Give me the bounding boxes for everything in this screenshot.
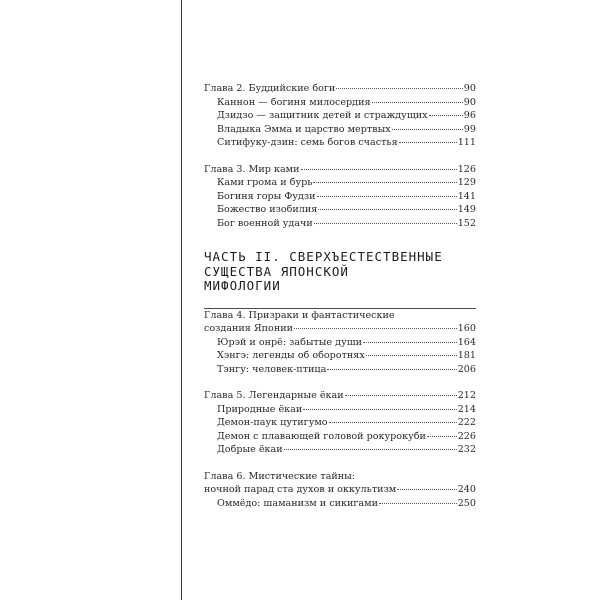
item-title: Дзидзо — защитник детей и страждущих bbox=[217, 110, 428, 121]
chapter-title-line: Глава 6. Мистические тайны: bbox=[204, 470, 356, 482]
toc-item[interactable] bbox=[204, 363, 476, 377]
dot-leader bbox=[327, 369, 456, 370]
page-number: 129 bbox=[457, 177, 476, 188]
spacer bbox=[204, 457, 476, 470]
page-number: 232 bbox=[457, 444, 476, 455]
toc-item[interactable] bbox=[204, 416, 476, 430]
dot-leader bbox=[345, 395, 457, 396]
chapter-title: Глава 5. Легендарные ёкаи bbox=[204, 390, 344, 401]
dot-leader bbox=[314, 223, 457, 224]
page-number: 96 bbox=[463, 110, 476, 121]
page-number: 250 bbox=[457, 497, 476, 509]
item-title: Хэнгэ: легенды об оборотнях bbox=[217, 350, 365, 361]
part-heading-line: МИФОЛОГИИ bbox=[204, 278, 281, 293]
item-title: Юрэй и онрё: забытые души bbox=[217, 336, 363, 348]
item-title: Каннон — богиня милосердия bbox=[217, 96, 371, 108]
toc-chapter-5[interactable] bbox=[204, 389, 476, 403]
page-number: 181 bbox=[457, 350, 476, 361]
dot-leader bbox=[397, 489, 456, 490]
toc-item[interactable] bbox=[204, 403, 476, 417]
page-number: 149 bbox=[457, 204, 476, 215]
chapter-title-line: ночной парад ста духов и оккультизм bbox=[204, 484, 397, 495]
item-title: Тэнгу: человек-птица bbox=[217, 363, 327, 375]
page-number: 164 bbox=[457, 336, 476, 348]
chapter-title-last-line bbox=[204, 322, 476, 336]
item-title: Владыка Эмма и царство мертвых bbox=[217, 123, 391, 135]
page-number: 126 bbox=[457, 163, 476, 175]
part-heading-line: СУЩЕСТВА ЯПОНСКОЙ bbox=[204, 263, 349, 279]
dot-leader bbox=[303, 409, 456, 410]
page-number: 212 bbox=[457, 390, 476, 401]
page-number: 206 bbox=[457, 363, 476, 375]
toc-item[interactable] bbox=[204, 109, 476, 123]
dot-leader bbox=[429, 115, 463, 116]
dot-leader bbox=[399, 142, 457, 143]
toc-chapter-3[interactable] bbox=[204, 163, 476, 177]
dot-leader bbox=[392, 129, 463, 130]
page-number: 226 bbox=[457, 430, 476, 442]
dot-leader bbox=[294, 328, 457, 329]
chapter-title-line: создания Японии bbox=[204, 323, 293, 334]
toc-item[interactable] bbox=[204, 203, 476, 217]
page-number: 90 bbox=[463, 96, 476, 108]
dot-leader bbox=[329, 422, 457, 423]
page-number: 240 bbox=[457, 484, 476, 495]
chapter-title: Глава 2. Буддийские боги bbox=[204, 83, 336, 94]
page-number: 152 bbox=[457, 217, 476, 229]
toc-item[interactable] bbox=[204, 176, 476, 190]
page-number: 99 bbox=[463, 123, 476, 135]
toc-item[interactable] bbox=[204, 190, 476, 204]
spacer bbox=[204, 150, 476, 163]
item-title: Демон с плавающей головой рокурокуби bbox=[217, 430, 426, 442]
dot-leader bbox=[366, 355, 457, 356]
item-title: Добрые ёкаи bbox=[217, 444, 283, 455]
page-number: 90 bbox=[463, 83, 476, 94]
toc-item[interactable] bbox=[204, 217, 476, 231]
toc-item[interactable] bbox=[204, 336, 476, 350]
part-heading-line: ЧАСТЬ II. СВЕРХЪЕСТЕСТВЕННЫЕ bbox=[204, 249, 443, 264]
dot-leader bbox=[336, 88, 462, 89]
page-number: 214 bbox=[457, 403, 476, 415]
page-number: 222 bbox=[457, 417, 476, 428]
page-edge-line bbox=[181, 0, 182, 600]
item-title: Демон-паук цутигумо bbox=[217, 417, 328, 428]
toc-item[interactable] bbox=[204, 497, 476, 511]
dot-leader bbox=[284, 449, 457, 450]
item-title: Богиня горы Фудзи bbox=[217, 190, 316, 202]
chapter-title: Глава 3. Мир ками bbox=[204, 163, 300, 175]
item-title: Бог военной удачи bbox=[217, 217, 313, 229]
item-title: Ками грома и бурь bbox=[217, 177, 313, 188]
toc-item[interactable] bbox=[204, 443, 476, 457]
chapter-title-line: Глава 4. Призраки и фантастические bbox=[204, 309, 395, 321]
item-title: Оммёдо: шаманизм и сикигами bbox=[217, 497, 378, 509]
item-title: Природные ёкаи bbox=[217, 403, 303, 415]
toc-chapter-2[interactable] bbox=[204, 82, 476, 96]
toc-item[interactable] bbox=[204, 349, 476, 363]
part-heading bbox=[204, 250, 476, 294]
page-number: 141 bbox=[457, 190, 476, 202]
dot-leader bbox=[313, 182, 456, 183]
dot-leader bbox=[318, 209, 456, 210]
dot-leader bbox=[372, 102, 463, 103]
table-of-contents bbox=[204, 82, 476, 510]
toc-item[interactable] bbox=[204, 430, 476, 444]
item-title: Божество изобилия bbox=[217, 204, 318, 215]
item-title: Ситифуку-дзин: семь богов счастья bbox=[217, 137, 398, 148]
toc-item[interactable] bbox=[204, 123, 476, 137]
toc-item[interactable] bbox=[204, 136, 476, 150]
page-number: 111 bbox=[457, 137, 476, 148]
spacer bbox=[204, 376, 476, 389]
dot-leader bbox=[301, 169, 457, 170]
dot-leader bbox=[427, 436, 457, 437]
dot-leader bbox=[317, 196, 457, 197]
toc-chapter-4[interactable] bbox=[204, 309, 476, 336]
dot-leader bbox=[379, 503, 457, 504]
toc-chapter-6[interactable] bbox=[204, 470, 476, 497]
dot-leader bbox=[363, 342, 457, 343]
page-number: 160 bbox=[457, 323, 476, 334]
chapter-title-last-line bbox=[204, 483, 476, 497]
toc-item[interactable] bbox=[204, 96, 476, 110]
